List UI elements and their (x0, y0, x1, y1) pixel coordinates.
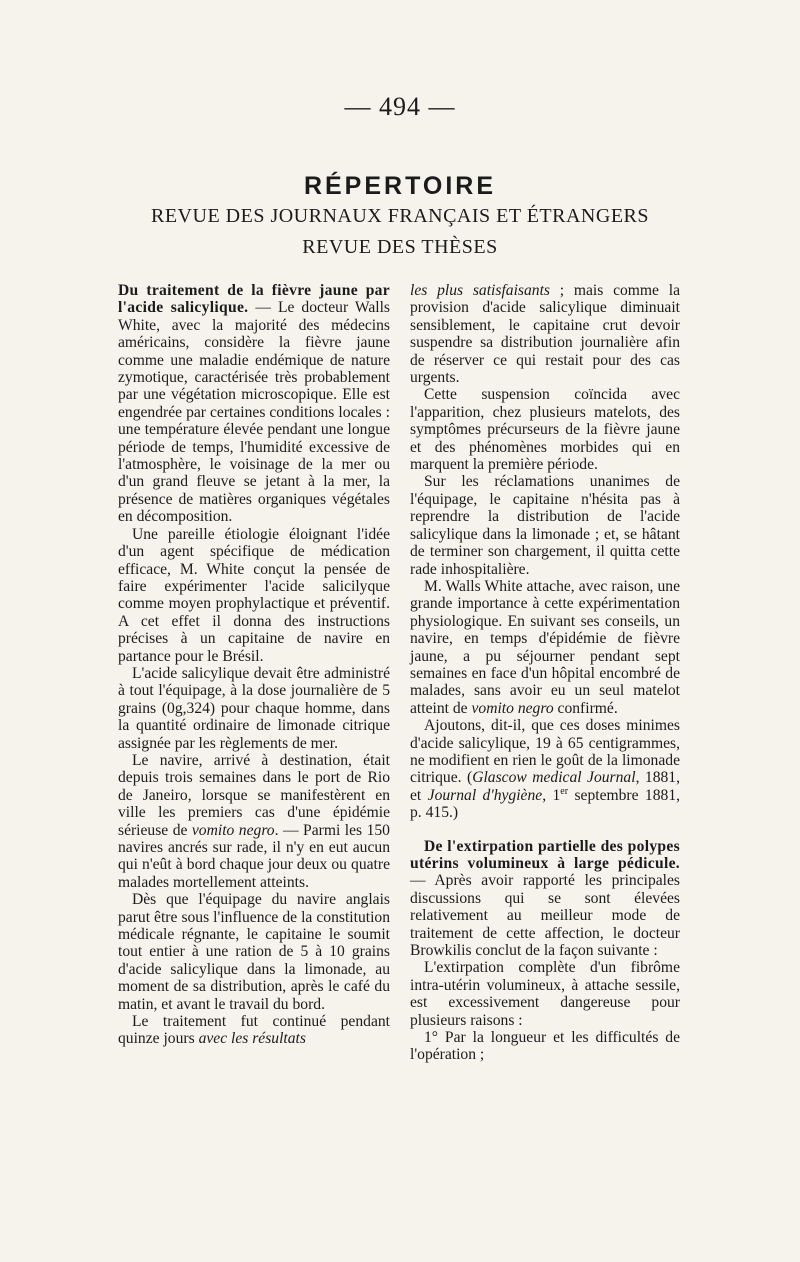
citation-journal: Journal d'hygiène (427, 786, 543, 804)
article1-title: Du traitement de la fièvre jaune par l'acide salicylique. (118, 282, 390, 317)
article1-paragraph (410, 578, 680, 717)
article1-paragraph: Sur les réclamations unanimes de l'équipage, le capitaine n'hésita pas à reprendre la distribution de l'acide salicylique dans la limonade ; et, se hâtant de terminer son chargement, il quitta cette rade inhospitalière. (410, 473, 680, 578)
article1-text: , 1 (542, 786, 561, 804)
article2-paragraph: L'extirpation complète d'un fibrôme intra-utérin volumineux, à attache sessile, est excessivement dangereuse pour plusieurs raisons : (410, 959, 680, 1029)
article1-text: septembre 1881, p. 415.) (410, 786, 681, 822)
article1-text: — Le docteur Walls White, avec la majorité des médecins américains, considère la fièvre jaune comme une maladie endémique de nature zymotique, caractérisée très probablement par une végétation microscopique. Elle est engendrée par certaines conditions locales : une température élevée pendant une longue période de temps, l'humidité excessive de l'atmosphère, le voisinage de la mer ou d'un grand fleuve se jetant à la mer, la présence de matières organiques végétales en décomposition. (118, 299, 390, 526)
article2-text: — Après avoir rapporté les principales discussions qui se sont élevées relativement au meilleur mode de traitement de cette affection, le docteur Browkilis conclut de la façon suivante : (410, 872, 680, 960)
article1-text: confirmé. (553, 699, 618, 717)
article1-paragraph (118, 282, 390, 526)
article1-text: . — Parmi les 150 navires ancrés sur rade, il n'y en eut aucun qui n'eût à bord chaque jour deux ou quatre malades mortellement atteints. (118, 821, 390, 891)
section-subtitle-theses: REVUE DES THÈSES (302, 236, 498, 258)
article2-paragraph: 1° Par la longueur et les difficultés de l'opération ; (410, 1029, 680, 1064)
article1-paragraph: Cette suspension coïncida avec l'apparition, chez plusieurs matelots, des symptômes précurseurs de la fièvre jaune et des phénomènes morbides qui en marquent la première période. (410, 386, 680, 474)
article1-paragraph (410, 717, 680, 821)
article1-paragraph (410, 282, 680, 386)
right-column (410, 282, 680, 1064)
article1-text: , 1881, et (410, 769, 681, 804)
article1-italic: vomito negro (191, 821, 275, 839)
article1-paragraph (118, 752, 390, 891)
article1-paragraph: Dès que l'équipage du navire anglais parut être sous l'influence de la constitution médicale régnante, le capitaine le soumit tout entier à une ration de 5 à 10 grains d'acide salicylique dans la limonade, au moment de sa distribution, après le café du matin, et avant le travail du bord. (118, 891, 390, 1013)
section-title: RÉPERTOIRE (303, 172, 497, 200)
section-subtitle-journals: REVUE DES JOURNAUX FRANÇAIS ET ÉTRANGERS (151, 205, 649, 227)
article1-paragraph (118, 1013, 390, 1048)
article2-paragraph (410, 838, 680, 960)
article1-italic: vomito negro (471, 699, 554, 717)
article2-title: De l'extirpation partielle des polypes utérins volumineux à large pédicule. (410, 837, 680, 872)
article1-italic: les plus satisfaisants (410, 282, 550, 299)
citation-journal: Glascow medical Journal (472, 769, 636, 787)
article1-text: Le navire, arrivé à destination, était depuis trois semaines dans le port de Rio de Janeiro, lorsque se manifestèrent en ville les premiers cas d'une épidémie sérieuse de (118, 751, 390, 839)
article1-paragraph: L'acide salicylique devait être administré à tout l'équipage, à la dose journalière de 5 grains (0g,324) pour chaque homme, dans la quantité ordinaire de limonade citrique assignée par les règlements de mer. (118, 664, 390, 752)
page-number: — 494 — (344, 92, 456, 121)
article1-italic: avec les résultats (198, 1030, 306, 1048)
article1-text: ; mais comme la provision d'acide salicylique diminuait sensiblement, le capitaine crut devoir suspendre sa distribution journalière afin de réserver ce qui restait pour des cas urgents. (410, 282, 680, 387)
article1-text: Ajoutons, dit-il, que ces doses minimes d'acide salicylique, 19 à 65 centigrammes, ne modifient en rien le goût de la limonade citrique. ( (410, 717, 680, 787)
article1-text: Le traitement fut continué pendant quinze jours (118, 1013, 390, 1048)
left-column (118, 282, 390, 1048)
article1-paragraph: Une pareille étiologie éloignant l'idée d'un agent spécifique de médication efficace, M. White conçut la pensée de faire expérimenter l'acide salicilyque comme moyen prophylactique et préventif. A cet effet il donna des instructions précises à un capitaine de navire en partance pour le Brésil. (118, 525, 390, 665)
ordinal-superscript: er (560, 785, 569, 797)
article1-text: M. Walls White attache, avec raison, une grande importance à cette expérimentation physiologique. En suivant ses conseils, un navire, en temps d'épidémie de fièvre jaune, a pu séjourner pendant sept semaines en face d'un hôpital encombré de malades, sans avoir eu un seul matelot atteint de (410, 577, 680, 717)
